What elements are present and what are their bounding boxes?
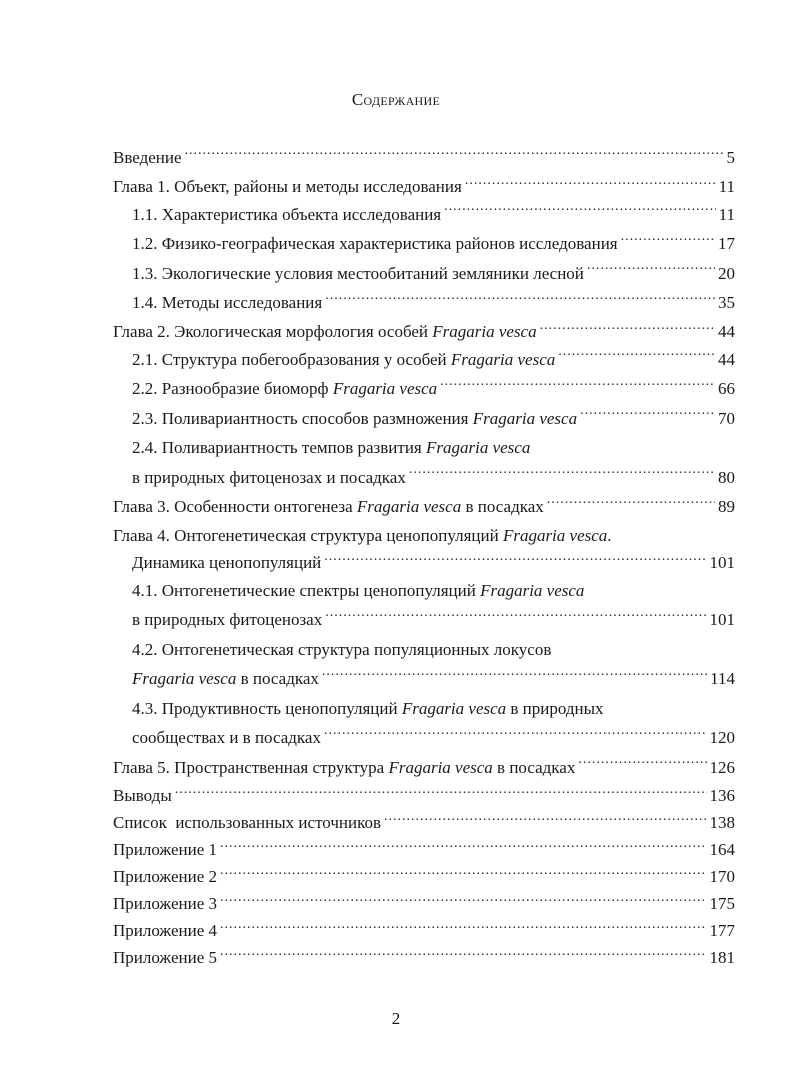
table-of-contents xyxy=(113,143,735,971)
toc-entry[interactable]: 1.1. Характеристика объекта исследования ..... 11 xyxy=(113,200,735,230)
toc-entry[interactable]: Глава 3. Особенности онтогенеза Fragaria vesca в посадках ..... 89 xyxy=(113,492,735,522)
toc-entry[interactable]: 4.3. Продуктивность ценопопуляций Fragaria vesca в природных xyxy=(132,698,604,718)
page-number: 2 xyxy=(391,1009,401,1028)
toc-entry[interactable]: Приложение 2 ..... 170 xyxy=(113,863,735,890)
toc-entry[interactable]: 2.1. Структура побегообразования у особей Fragaria vesca ..... 44 xyxy=(113,345,735,375)
toc-entry[interactable]: Приложение 1 ..... 164 xyxy=(113,836,735,863)
toc-entry[interactable]: Введение ..... 5 xyxy=(113,143,735,173)
toc-entry[interactable]: 2.3. Поливариантность способов размножения Fragaria vesca ..... 70 xyxy=(113,404,735,434)
toc-entry[interactable]: Приложение 3 ..... 175 xyxy=(113,890,735,917)
toc-entry[interactable]: 2.4. Поливариантность темпов развития Fragaria vesca xyxy=(132,438,531,457)
toc-entry[interactable]: Выводы ..... 136 xyxy=(113,782,735,809)
toc-entry[interactable]: 2.2. Разнообразие биоморф Fragaria vesca ..... 66 xyxy=(113,374,735,404)
toc-entry[interactable]: Fragaria vesca в посадках ..... 114 xyxy=(113,664,735,694)
toc-entry[interactable]: 1.4. Методы исследования ..... 35 xyxy=(113,288,735,318)
toc-entry[interactable]: 4.1. Онтогенетические спектры ценопопуляций Fragaria vesca xyxy=(132,580,585,600)
toc-entry[interactable]: Глава 1. Объект, районы и методы исследования ..... 11 xyxy=(113,173,735,200)
toc-entry[interactable]: Глава 5. Пространственная структура Fragaria vesca в посадках ..... 126 xyxy=(113,753,735,783)
toc-entry[interactable]: Глава 2. Экологическая морфология особей Fragaria vesca ..... 44 xyxy=(113,318,735,345)
toc-entry[interactable]: в природных фитоценозах ..... 101 xyxy=(113,605,735,635)
toc-entry[interactable]: 1.2. Физико-географическая характеристика районов исследования ..... 17 xyxy=(113,229,735,259)
toc-entry[interactable]: 1.3. Экологические условия местообитаний земляники лесной ..... 20 xyxy=(113,259,735,289)
page-title: Содержание xyxy=(351,90,441,109)
toc-entry[interactable]: в природных фитоценозах и посадках ..... 80 xyxy=(113,463,735,493)
toc-entry[interactable]: Глава 4. Онтогенетическая структура ценопопуляций Fragaria vesca. xyxy=(113,525,612,545)
toc-entry[interactable]: Динамика ценопопуляций ..... 101 xyxy=(113,549,735,576)
toc-entry[interactable]: Список использованных источников ..... 138 xyxy=(113,809,735,836)
toc-entry[interactable]: 4.2. Онтогенетическая структура популяционных локусов xyxy=(132,639,552,659)
toc-entry[interactable]: сообществах и в посадках ..... 120 xyxy=(113,723,735,753)
toc-entry[interactable]: Приложение 5 ..... 181 xyxy=(113,944,735,971)
toc-entry[interactable]: Приложение 4 ..... 177 xyxy=(113,917,735,944)
